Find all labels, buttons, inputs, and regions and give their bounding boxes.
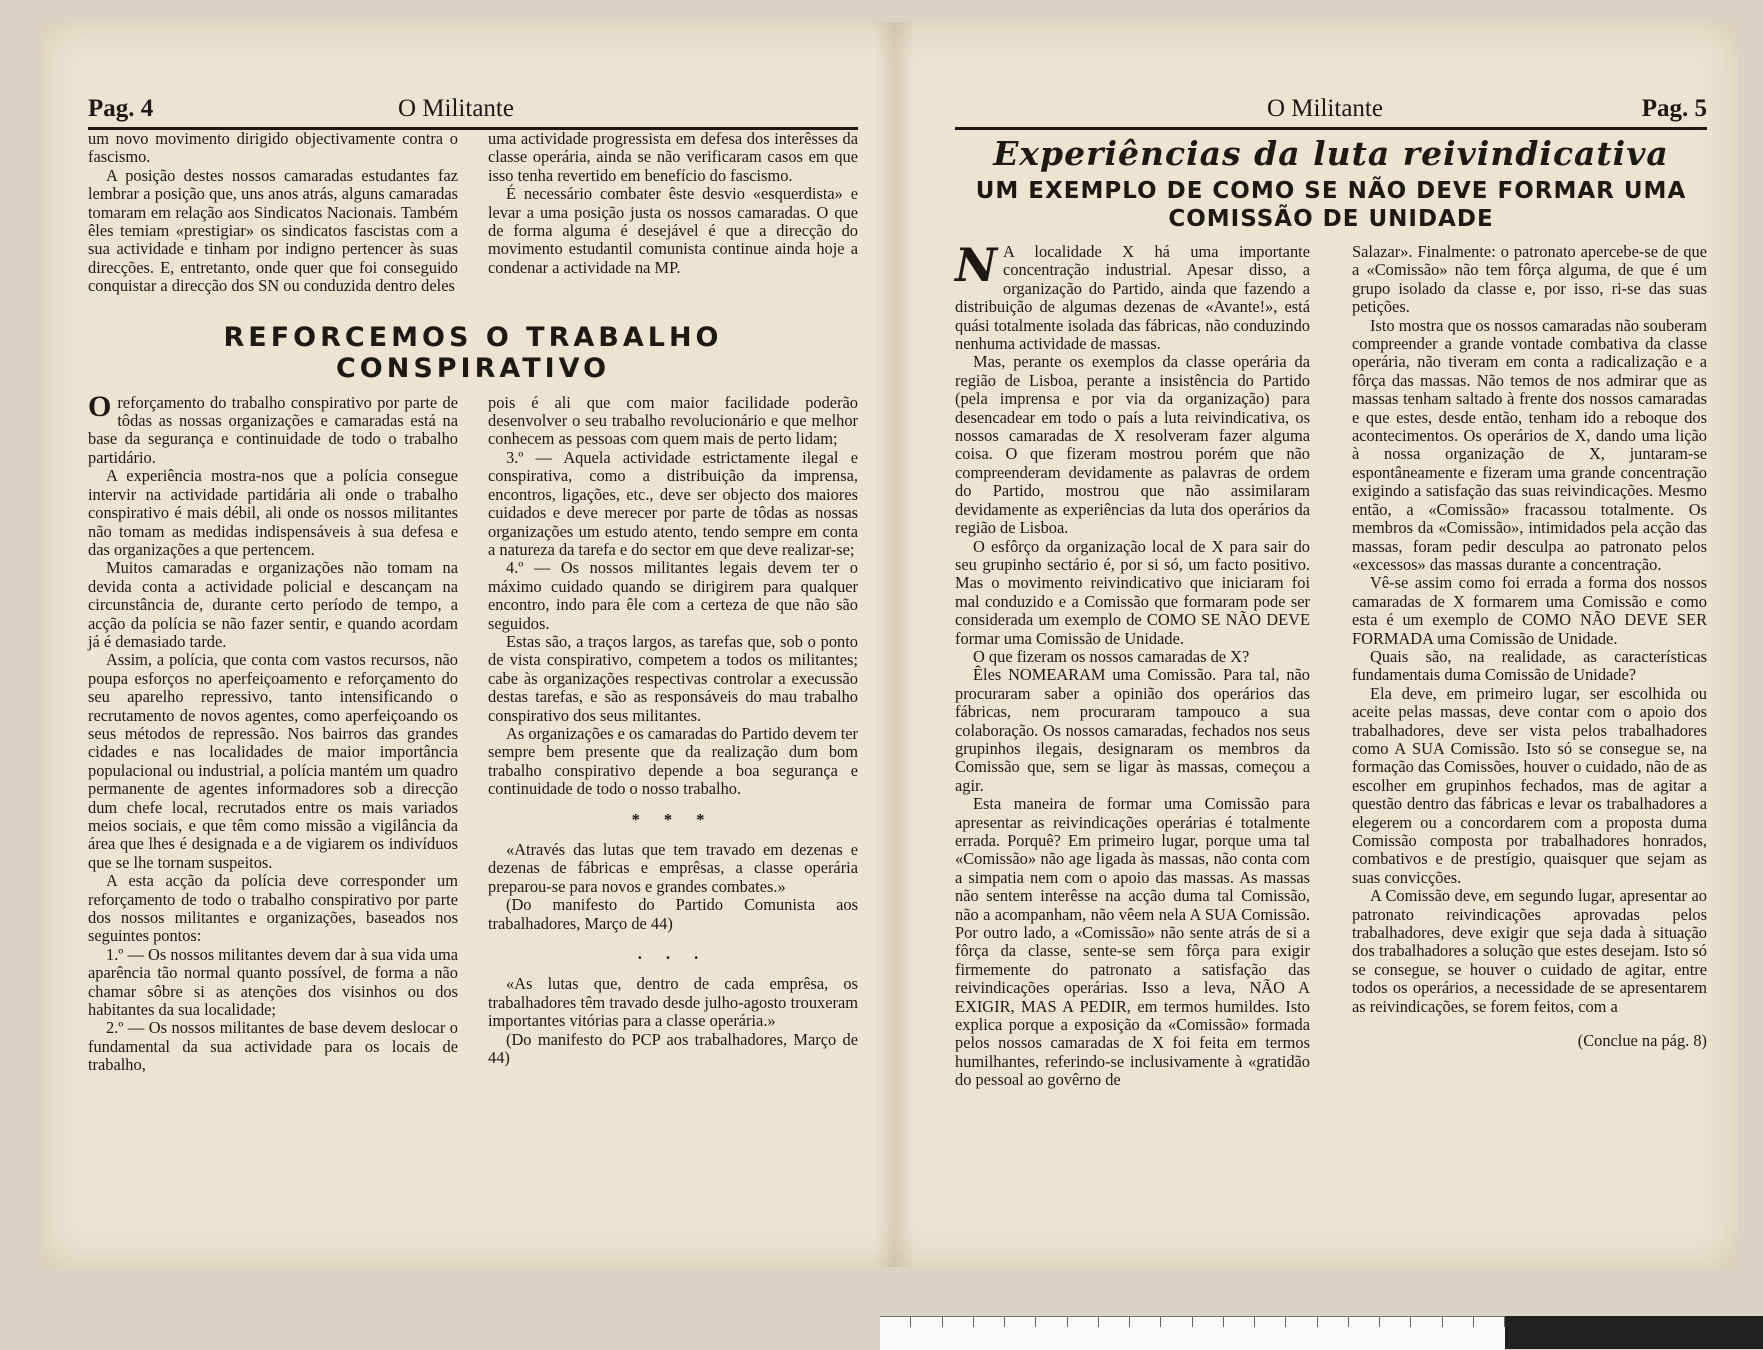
paragraph: Estas são, a traços largos, as tarefas que, sob o ponto de vista conspirativo, competem a todos os militantes; cabe às organizações respectivas controlar a execussão destas tarefas, e são as responsáveis do mau trabalho conspirativo dos seus militantes. bbox=[488, 631, 858, 725]
quote: «As lutas que, dentro de cada emprêsa, os trabalhadores têm travado desde julho-agosto trouxeram importantes vitórias para a classe operária.» bbox=[488, 974, 858, 1031]
drop-cap: O bbox=[88, 389, 112, 423]
paragraph: A Comissão deve, em segundo lugar, apresentar ao patronato reivindicações aprovadas pelos trabalhadores, deve exigir que seja dada à situação dos trabalhadores a solução que estes desejam. Isto só se consegue, se houver o cuidado de agitar, entre todos os operários, a necessidade de se apresentarem as reivindicações, se forem feitos, com a bbox=[1352, 886, 1707, 1016]
paragraph: 3.º — Aquela actividade estrictamente ilegal e conspirativa, como a distribuição da imprensa, encontros, ligações, etc., deve ser objecto dos maiores cuidados e deve merecer por parte de tôdas as nossas organizações um estudo atento, tendo sempre em conta a natureza da tarefa e do sector em que deve realizar-se; bbox=[488, 447, 858, 559]
separator-stars: * * * bbox=[631, 809, 715, 829]
page-header bbox=[955, 95, 1707, 125]
scale-ruler-dark-end bbox=[1505, 1316, 1763, 1349]
quote: «Através das lutas que tem travado em dezenas e dezenas de fábricas e emprêsas, a classe operária preparou-se para novos e grandes combates.» bbox=[488, 840, 858, 896]
paragraph: Quais são, na realidade, as características fundamentais duma Comissão de Unidade? bbox=[1352, 646, 1707, 685]
page-number: Pag. 5 bbox=[1641, 95, 1707, 122]
separator-dots: . . . bbox=[637, 944, 709, 964]
paragraph: É necessário combater êste desvio «esquerdista» e levar a uma posição justa os nossos camaradas. O que de forma alguma é desejável é que a direcção do movimento estudantil comunista continue ainda hoje a condenar a actividade na MP. bbox=[488, 184, 858, 277]
paragraph: Muitos camaradas e organizações não tomam na devida conta a actividade policial e descançam na circunstância de, durante certo período de tempo, a acção da polícia se não fazer sentir, e quando acordam já é demasiado tarde. bbox=[88, 558, 458, 651]
section-heading: Experiências da luta reivindicativa bbox=[993, 134, 1669, 173]
top-columns bbox=[88, 130, 858, 296]
paragraph: A posição destes nossos camaradas estudantes faz lembrar a posição que, uns anos atrás, alguns camaradas tomaram em relação aos Sindicatos Nacionais. Também êles temiam «prestigiar» os sindicatos fascistas com a sua actividade e tinham por indigno pertencer às suas direcções. E, entretanto, onde quer que foi conseguido conquistar a direcção dos SN ou conduzida dentro deles bbox=[88, 165, 458, 296]
paragraph: Vê-se assim como foi errada a forma dos nossos camaradas de X formarem uma Comissão e como esta é um exemplo de COMO NÃO DEVE SER FORMADA uma Comissão de Unidade. bbox=[1352, 573, 1707, 648]
paragraph: A esta acção da polícia deve corresponder um reforçamento de todo o trabalho conspirativo por parte dos nossos militantes e organizações, baseados nos seguintes pontos: bbox=[88, 871, 458, 946]
paragraph: Assim, a polícia, que conta com vastos recursos, não poupa esforços no aperfeiçoamento e reforçamento do seu aparelho repressivo, tanto intensificando o recrutamento de novos agentes, como aperfeiçoando os seus métodos de repressão. Nos bairros das grandes cidades e nas localidades de maior importância populacional ou industrial, a polícia mantém um quadro permanente de agentes informadores sob a direcção dum chefe local, recrutados entre os mais variados meios sociais, e que têm como missão a vigilância da área que lhes é designada e a de vigiarem os indivíduos que se lhe tornam suspeitos. bbox=[88, 650, 458, 872]
article-columns bbox=[955, 238, 1707, 1113]
paragraph: Êles NOMEARAM uma Comissão. Para tal, não procuraram saber a opinião dos operários das fábricas, nem procuraram tampouco a sua colaboração. Os nossos camaradas, fechados nos seus grupinhos ilegais, designaram os membros da Comissão que, sem se ligar às massas, começou a agir. bbox=[955, 665, 1310, 795]
paragraph: Ela deve, em primeiro lugar, ser escolhida ou aceite pelas massas, deve contar com o apoio dos trabalhadores, deve ser vista pelos trabalhadores como A SUA Comissão. Isto só se consegue se, na formação das Comissões, houver o cuidado, não de as escolher em grupinhos fechados, mas de agitar a questão dentro das fábricas e levar os trabalhadores a elegerem ou a concordarem com a proposta duma Comissão composta por trabalhadores honrados, combativos e de prestígio, quaisquer que sejam as suas convicções. bbox=[1352, 683, 1707, 887]
paragraph: uma actividade progressista em defesa dos interêsses da classe operária, ainda se não verificaram casos em que isso tenha revertido em benefício do fascismo. bbox=[488, 129, 858, 185]
paragraph: O que fizeram os nossos camaradas de X? bbox=[973, 646, 1250, 666]
article-columns bbox=[88, 389, 858, 1075]
right-page bbox=[955, 95, 1707, 1255]
column-2-top bbox=[488, 130, 858, 296]
drop-cap: N bbox=[955, 238, 998, 292]
paragraph: Isto mostra que os nossos camaradas não souberam compreender a grande vontade combativa da classe operária, não tiveram em conta a radicalização e a fôrça das massas. Não temos de nos admirar que as massas tenham saltado à frente dos nossos camaradas e que estes, desde então, tenham ido a reboque dos acontecimentos. Os operários de X, dando uma lição à nossa organização de X, juntaram-se espontâneamente e fizeram uma grande concentração exigindo a satisfação das suas reivindicações. Mesmo então, a «Comissão» fracassou totalmente. Os membros da «Comissão», intimidados pela acção das massas, foram pedir desculpa ao patronato pelos «excessos» das massas durante a concentração. bbox=[1352, 315, 1707, 574]
page-number: Pag. 4 bbox=[88, 95, 154, 122]
quote-source: (Do manifesto do Partido Comunista aos trabalhadores, Março de 44) bbox=[488, 895, 858, 933]
paragraph: 4.º — Os nossos militantes legais devem ter o máximo cuidado quando se dirigirem para qualquer encontro, indo para êle com a certeza de que não são seguidos. bbox=[488, 558, 858, 633]
article-column-1 bbox=[955, 238, 1310, 1113]
left-page bbox=[88, 95, 858, 1255]
paragraph: As organizações e os camaradas do Partido devem ter sempre bem presente que da realização dum bom trabalho conspirativo depende a boa segurança e continuidade de todo o nosso trabalho. bbox=[488, 723, 858, 799]
quote-source: (Do manifesto do PCP aos trabalhadores, Março de 44) bbox=[488, 1029, 858, 1068]
paragraph: Mas, perante os exemplos da classe operária da região de Lisboa, perante a insistência do Partido (pela imprensa e por via da organização) para desencadear em todo o país a luta reivindicativa, os nossos camaradas de X resolveram fazer alguma coisa. O que fizeram mostrou porém que não compreenderam devidamente as palavras de ordem do Partido, mostrou que não assimilaram devidamente as experiências da luta dos operários da região de Lisboa. bbox=[955, 352, 1310, 538]
article-column-2 bbox=[1352, 243, 1707, 1113]
continued-note: (Conclue na pág. 8) bbox=[1577, 1031, 1707, 1051]
article-title: UM EXEMPLO DE COMO SE NÃO DEVE FORMAR UMA COMISSÃO DE UNIDADE bbox=[975, 178, 1687, 232]
column-1-top bbox=[88, 130, 458, 296]
paragraph: um novo movimento dirigido objectivamente contra o fascismo. bbox=[88, 129, 458, 167]
running-title: O Militante bbox=[1267, 95, 1383, 122]
scale-ruler bbox=[880, 1316, 1505, 1350]
paragraph: 2.º — Os nossos militantes de base devem deslocar o fundamental da sua actividade para os locais de trabalho, bbox=[88, 1018, 458, 1075]
paragraph: Esta maneira de formar uma Comissão para apresentar as reivindicações operárias é totalmente errada. Porquê? Em primeiro lugar, porque uma tal «Comissão» não age ligada às massas, não conta com a simpatia nem com o apoio das massas. As massas não sentem interêsse na acção duma tal Comissão, não a acompanham, não vêem nela A SUA Comissão. Por outro lado, a «Comissão» não sente atrás de si a fôrça da classe, sente-se sem fôrça para exigir firmemente do patronato a satisfação das reivindicações operárias. Isso a leva, NÃO A EXIGIR, MAS A PEDIR, em termos humildes. Isto explica porque a exposição da «Comissão» formada pelos nossos camaradas de X foi feita em termos humilhantes, referindo-se inclusivamente à «gratidão do pessoal ao govêrno de bbox=[955, 794, 1310, 1090]
page-header bbox=[88, 95, 858, 125]
lead-paragraph: N A localidade X há uma importante concentração industrial. Apesar disso, a organização do Partido, ainda que fazendo a distribuição de algumas dezenas de «Avante!», está quási totalmente isolada das fábricas, não conduzindo nenhuma actividade de massas. bbox=[955, 238, 1310, 354]
paragraph: pois é ali que com maior facilidade poderão desenvolver o seu trabalho revolucionário e que melhor conhecem as pessoas com quem mais de perto lidam; bbox=[488, 392, 858, 449]
article-column-1 bbox=[88, 389, 458, 1075]
paragraph: O esfôrço da organização local de X para sair do seu grupinho sectário é, por si só, um facto positivo. Mas o movimento reivindicativo que iniciaram foi mal conduzido e a Comissão que formaram pode ser considerada um exemplo de COMO SE NÃO DEVE formar uma Comissão de Unidade. bbox=[955, 536, 1310, 648]
center-fold bbox=[875, 22, 915, 1267]
paragraph: 1.º — Os nossos militantes devem dar à sua vida uma aparência tão normal quanto possível, de forma a não chamar sôbre si as atenções dos visinhos ou dos habitantes da sua localidade; bbox=[88, 944, 458, 1020]
section-title: REFORCEMOS O TRABALHO CONSPIRATIVO bbox=[223, 321, 723, 384]
running-title: O Militante bbox=[398, 95, 514, 122]
article-column-2 bbox=[488, 392, 858, 1068]
header-rule bbox=[955, 127, 1707, 130]
lead-paragraph: Oreforçamento do trabalho conspirativo por parte de tôdas as nossas organizações e camaradas está na base da segurança e continuidade de todo o trabalho partidário. bbox=[88, 389, 458, 467]
paragraph: A experiência mostra-nos que a polícia consegue intervir na actividade partidária ali onde o trabalho conspirativo é mais débil, ali onde os nossos militantes não tomam as medidas indispensáveis à sua defesa e das organizações a que pertencem. bbox=[88, 466, 458, 559]
paragraph: Salazar». Finalmente: o patronato apercebe-se de que a «Comissão» não tem fôrça alguma, de que é um grupo isolado da classe e, por isso, ri-se das suas petições. bbox=[1352, 242, 1707, 317]
